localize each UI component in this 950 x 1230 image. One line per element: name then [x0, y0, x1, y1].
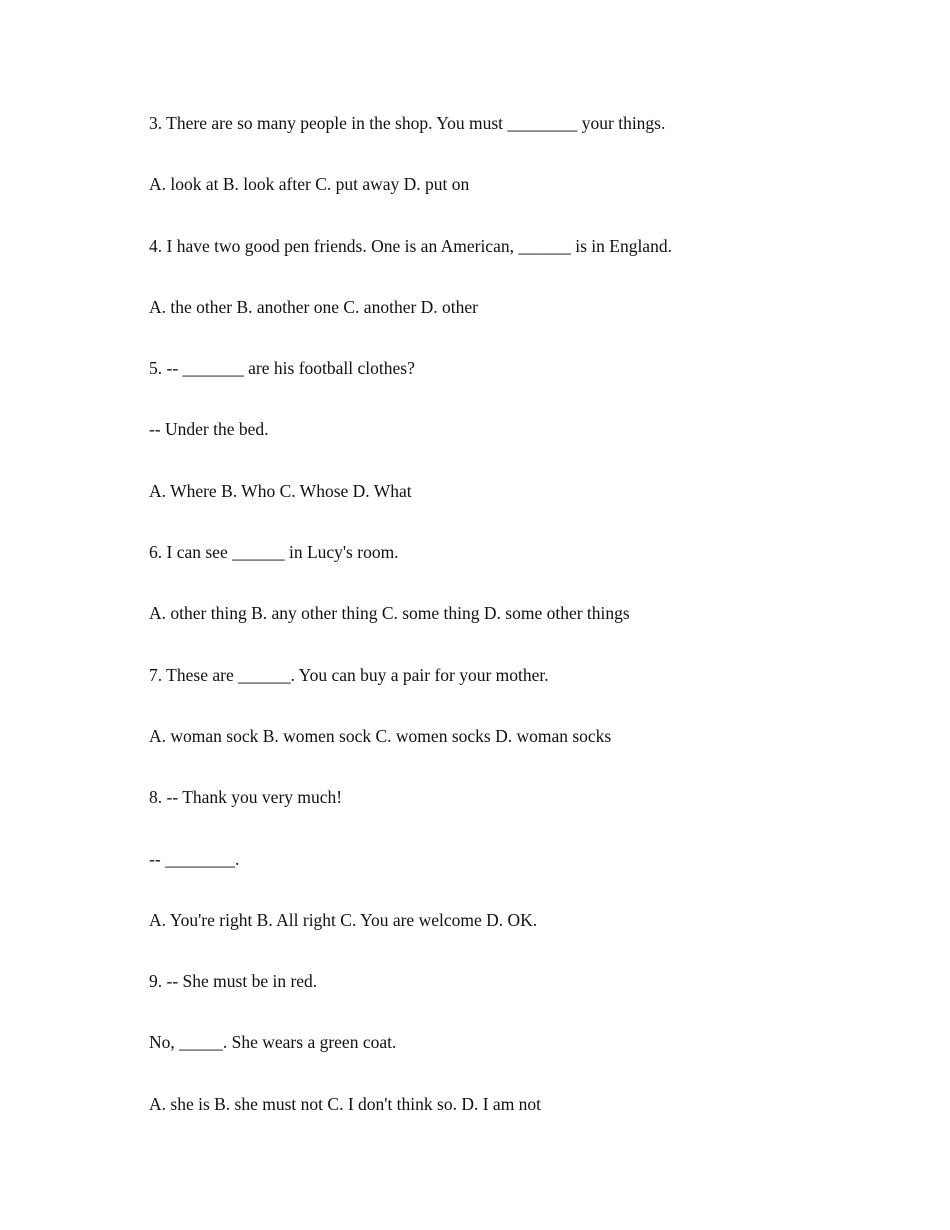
question-8-reply: -- ________.	[149, 848, 240, 869]
question-3-stem: 3. There are so many people in the shop. You must ________ your things.	[149, 113, 666, 133]
question-5-stem: 5. -- _______ are his football clothes?	[149, 358, 415, 379]
question-8-stem: 8. -- Thank you very much!	[149, 787, 343, 808]
question-7-options: A. woman sock B. women sock C. women socks D. woman socks	[149, 725, 612, 746]
question-6-stem: 6. I can see ______ in Lucy's room.	[149, 542, 399, 563]
question-6-options: A. other thing B. any other thing C. some thing D. some other things	[149, 603, 630, 624]
question-list	[149, 111, 909, 1153]
question-8-options: A. You're right B. All right C. You are welcome D. OK.	[149, 909, 538, 930]
question-3-options: A. look at B. look after C. put away D. put on	[149, 174, 470, 195]
question-4-options: A. the other B. another one C. another D. other	[149, 296, 479, 317]
question-9-reply: No, _____. She wears a green coat.	[149, 1032, 397, 1053]
question-9-options: A. she is B. she must not C. I don't think so. D. I am not	[149, 1093, 542, 1114]
question-5-options: A. Where B. Who C. Whose D. What	[149, 480, 412, 501]
question-4-stem: 4. I have two good pen friends. One is an American, ______ is in England.	[149, 235, 672, 256]
question-5-reply: -- Under the bed.	[149, 419, 269, 440]
question-9-stem: 9. -- She must be in red.	[149, 971, 318, 992]
question-7-stem: 7. These are ______. You can buy a pair for your mother.	[149, 664, 549, 685]
